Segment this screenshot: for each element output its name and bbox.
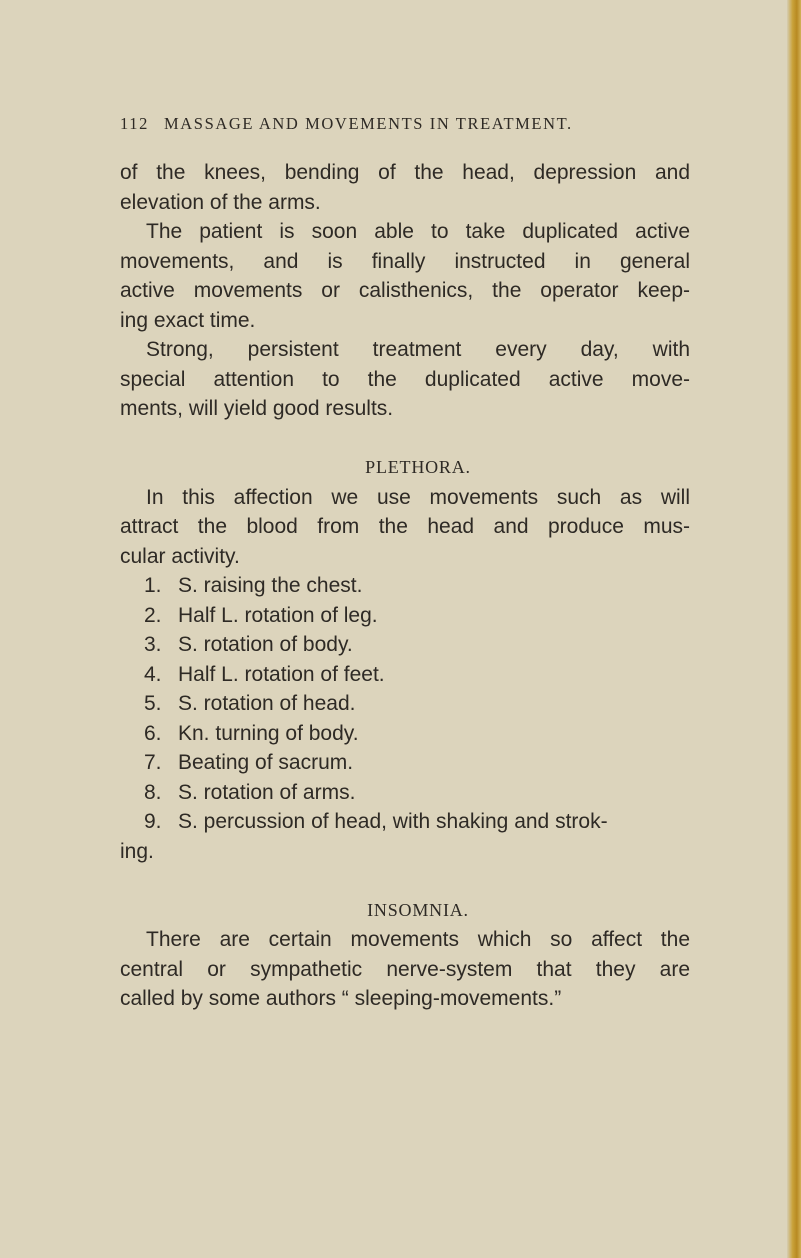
text-line: ing exact time. <box>120 308 256 332</box>
list-item <box>120 807 690 837</box>
list-item-text: S. rotation of arms. <box>178 780 356 804</box>
list-item-text: S. rotation of head. <box>178 692 356 715</box>
list-item <box>120 778 690 808</box>
list-item-number: 9. <box>144 810 162 833</box>
text-line: special attention to the duplicated active move- <box>120 367 690 391</box>
list-item <box>120 719 690 749</box>
text-line: movements, and is finally instructed in general <box>120 249 690 273</box>
running-head <box>120 114 640 138</box>
text-line: Strong, persistent treatment every day, with <box>146 338 690 361</box>
text-line: There are certain movements which so affect the <box>146 928 690 951</box>
section-heading-plethora: PLETHORA. <box>365 457 471 477</box>
text-line: attract the blood from the head and produce mus- <box>120 515 690 538</box>
running-title: MASSAGE AND MOVEMENTS IN TREATMENT. <box>164 114 573 133</box>
list-item-text: Beating of sacrum. <box>178 751 354 774</box>
list-item-text: Half L. rotation of feet. <box>178 662 385 686</box>
text-line: active movements or calisthenics, the operator keep- <box>120 279 690 302</box>
list-item-number: 7. <box>144 751 162 774</box>
list-item-number: 5. <box>144 692 162 715</box>
list-item-text: S. rotation of body. <box>178 633 353 656</box>
page-edge <box>787 0 801 1258</box>
list-item-text: Half L. rotation of leg. <box>178 603 378 627</box>
list-item-text: S. percussion of head, with shaking and strok- <box>178 810 608 833</box>
list-item-number: 8. <box>144 780 162 804</box>
text-line: called by some authors “ sleeping-movements.” <box>120 987 562 1010</box>
text-line: In this affection we use movements such as will <box>146 485 690 509</box>
section-heading-insomnia: INSOMNIA. <box>367 899 469 920</box>
list-item-number: 2. <box>144 603 162 627</box>
list-item-number: 1. <box>144 574 162 597</box>
list-item <box>120 689 690 719</box>
page-number: 112 <box>120 114 149 133</box>
list-item <box>120 630 690 660</box>
list-item <box>120 601 690 631</box>
list-item-number: 4. <box>144 662 162 686</box>
text-line: of the knees, bending of the head, depression and <box>120 161 690 184</box>
text-line: central or sympathetic nerve-system that they are <box>120 957 690 981</box>
list-item <box>120 571 690 601</box>
list-item <box>120 660 690 690</box>
list-item-number: 6. <box>144 721 162 745</box>
list-item-text: Kn. turning of body. <box>178 721 359 745</box>
list-item-number: 3. <box>144 633 162 656</box>
text-line: ments, will yield good results. <box>120 397 394 420</box>
text-line: elevation of the arms. <box>120 190 321 214</box>
list-item <box>120 748 690 778</box>
list-item-text: S. raising the chest. <box>178 574 363 597</box>
list-item-continuation: ing. <box>120 839 154 863</box>
text-line: cular activity. <box>120 544 240 568</box>
text-line: The patient is soon able to take duplicated active <box>146 220 690 243</box>
body-text <box>120 158 690 1014</box>
